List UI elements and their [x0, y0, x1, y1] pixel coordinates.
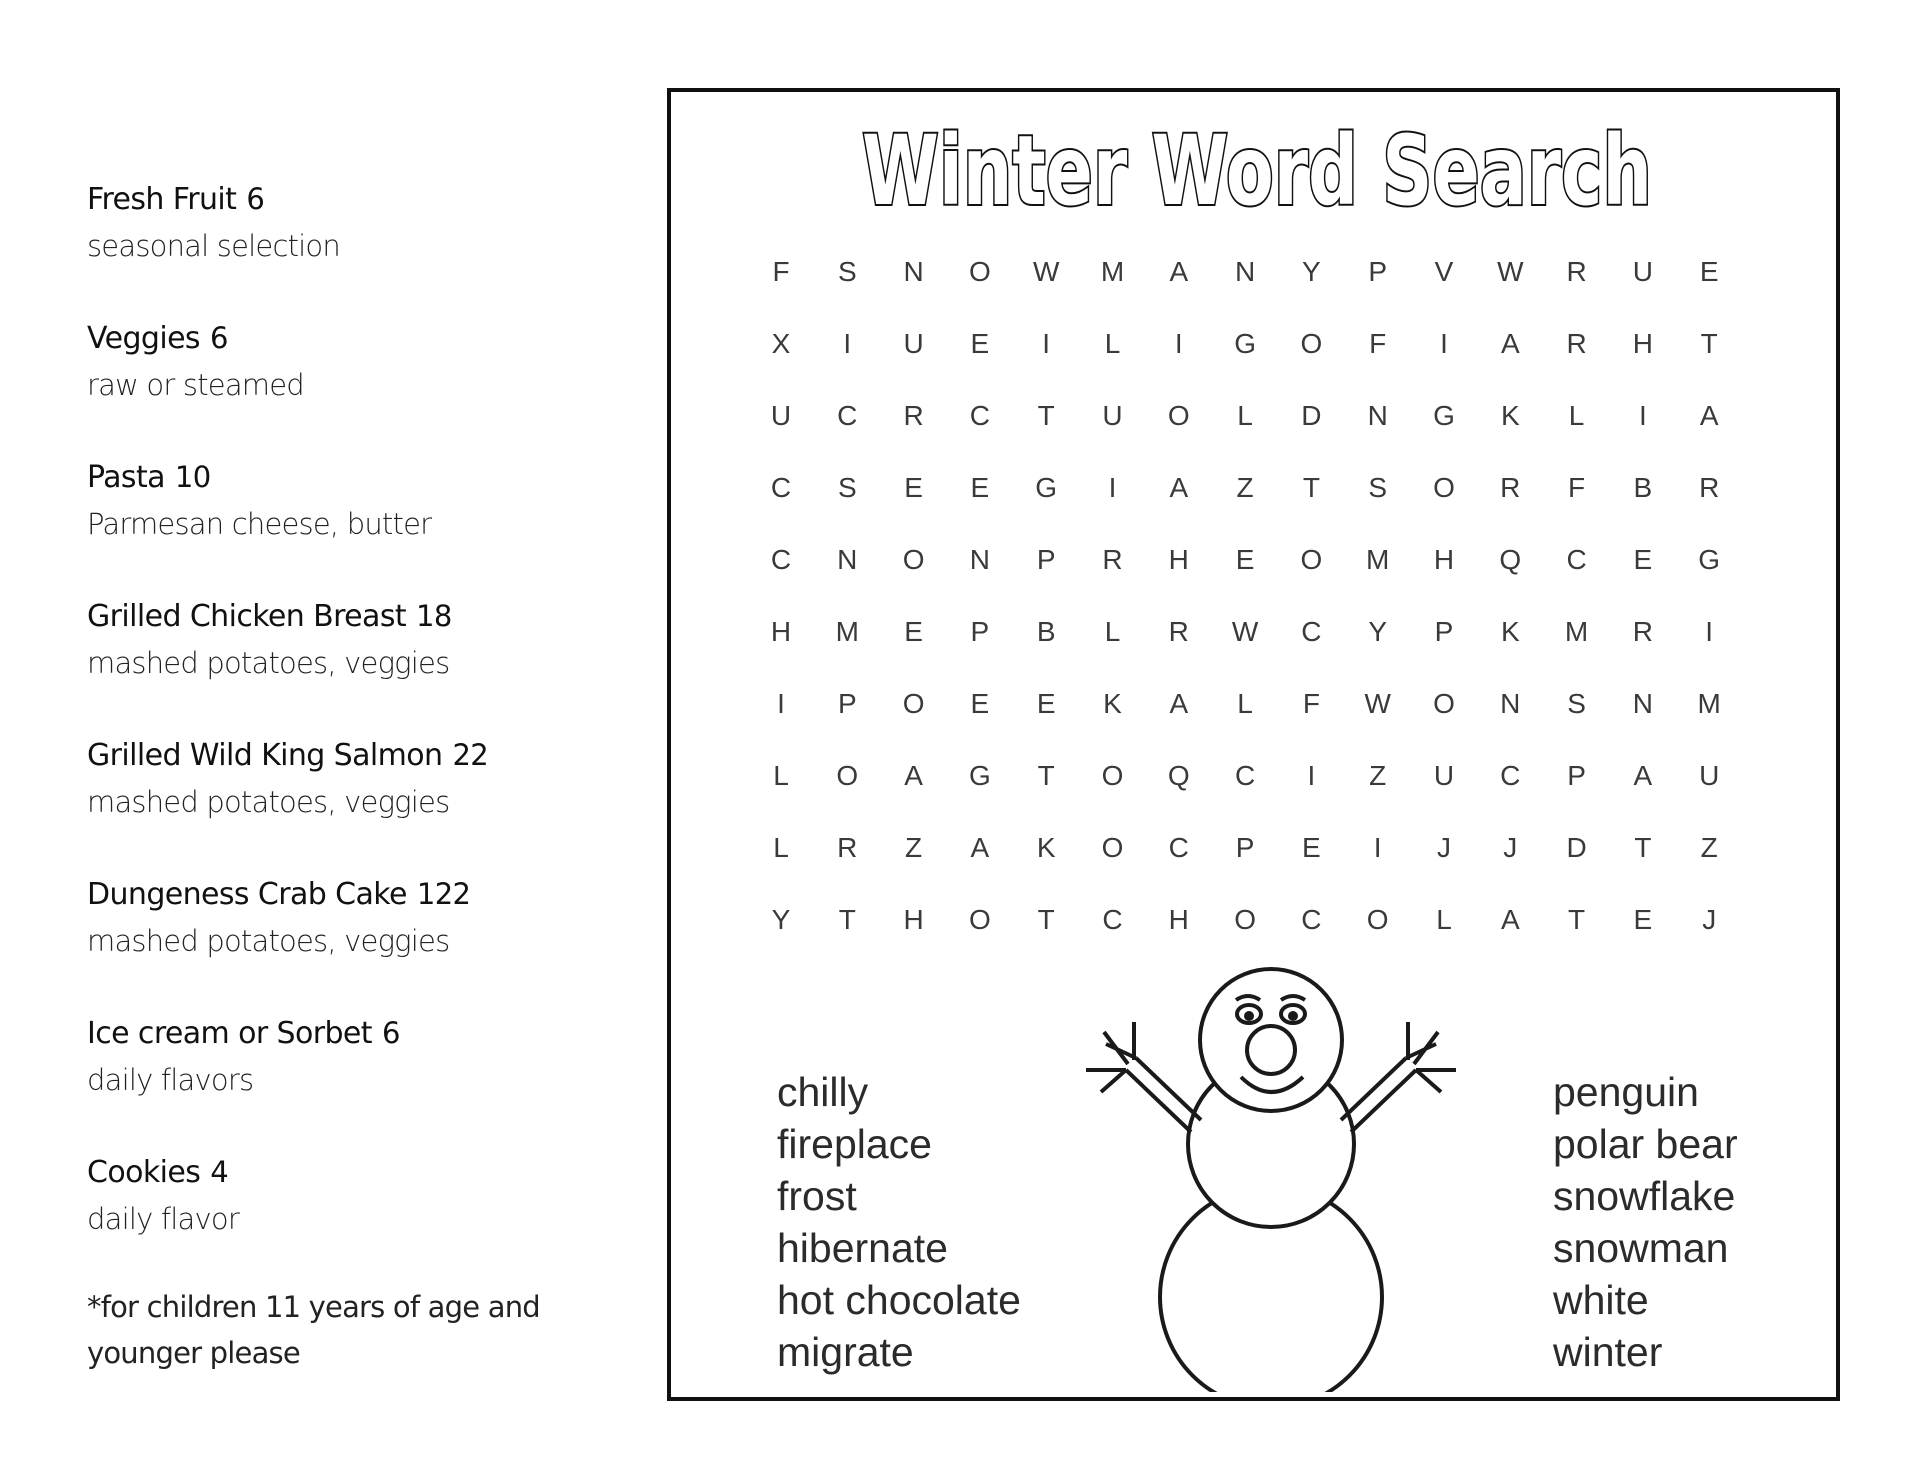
- grid-letter: E: [904, 472, 923, 503]
- menu-item-title: [87, 732, 647, 779]
- grid-letter: M: [835, 616, 859, 647]
- grid-letter: H: [1632, 328, 1653, 359]
- grid-letter: P: [970, 616, 990, 647]
- grid-letter: J: [1437, 832, 1451, 863]
- grid-letter: A: [904, 760, 923, 791]
- grid-letter: T: [1634, 832, 1652, 863]
- grid-letter: Q: [1499, 544, 1522, 575]
- menu-item-title: [87, 315, 647, 362]
- grid-letter: K: [1036, 832, 1056, 863]
- grid-letter: O: [1101, 760, 1124, 791]
- grid-letter: L: [1568, 400, 1585, 431]
- grid-letter: E: [1235, 544, 1255, 575]
- menu-item-title: [87, 1149, 647, 1196]
- grid-letter: I: [843, 328, 852, 359]
- word-list-left: [777, 1066, 1021, 1378]
- grid-letter: A: [1699, 400, 1719, 431]
- grid-letter: G: [1433, 400, 1455, 431]
- grid-letter: N: [837, 544, 858, 575]
- grid-letter: R: [1102, 544, 1123, 575]
- word-to-find: hot chocolate: [777, 1277, 1021, 1323]
- grid-letter: T: [1037, 760, 1055, 791]
- grid-letter: M: [1697, 688, 1721, 719]
- grid-letter: Z: [1700, 832, 1718, 863]
- grid-letter: W: [1032, 256, 1060, 287]
- menu-item-title: [87, 593, 647, 640]
- grid-letter: S: [837, 256, 857, 287]
- grid-letter: U: [1632, 256, 1653, 287]
- grid-letter: N: [1632, 688, 1653, 719]
- kids-menu: [87, 176, 647, 1376]
- grid-letter: K: [1103, 688, 1122, 719]
- grid-letter: J: [1503, 832, 1518, 863]
- grid-letter: C: [770, 472, 792, 503]
- grid-letter: R: [837, 832, 858, 863]
- grid-letter: C: [1234, 760, 1256, 791]
- grid-letter: T: [1037, 904, 1055, 935]
- grid-letter: L: [773, 760, 789, 791]
- menu-item-description: daily flavor: [87, 1202, 239, 1236]
- menu-item-description: Parmesan cheese, butter: [87, 507, 432, 541]
- grid-letter: C: [1301, 616, 1322, 647]
- grid-letter: E: [970, 472, 990, 503]
- grid-letter: G: [969, 760, 991, 791]
- word-to-find: frost: [777, 1173, 857, 1219]
- grid-letter: U: [770, 400, 792, 431]
- word-to-find: penguin: [1553, 1069, 1699, 1115]
- grid-letter: Y: [1368, 616, 1388, 647]
- grid-letter: C: [1301, 904, 1322, 935]
- grid-letter: E: [1699, 256, 1719, 287]
- puzzle-title-text: Winter Word Search: [862, 115, 1652, 227]
- grid-letter: R: [1566, 256, 1587, 287]
- menu-item-title: [87, 871, 647, 918]
- grid-letter: P: [1434, 616, 1454, 647]
- grid-letter: N: [903, 256, 924, 287]
- word-to-find: white: [1553, 1277, 1649, 1323]
- menu-item-price: 4: [210, 1155, 229, 1189]
- snowman-illustration: [1056, 952, 1476, 1392]
- menu-item-price: 122: [416, 877, 471, 911]
- menu-item-price: 6: [246, 182, 265, 216]
- grid-letter: C: [1566, 544, 1587, 575]
- grid-letter: O: [1433, 472, 1455, 503]
- word-to-find: hibernate: [777, 1225, 948, 1271]
- menu-item-description: daily flavors: [87, 1063, 254, 1097]
- grid-letter: H: [1168, 904, 1189, 935]
- grid-letter: O: [1101, 832, 1124, 863]
- word-to-find: polar bear: [1553, 1121, 1738, 1167]
- grid-letter: I: [1108, 472, 1117, 503]
- grid-letter: O: [902, 544, 925, 575]
- grid-letter: P: [1036, 544, 1056, 575]
- grid-letter: L: [1436, 904, 1452, 935]
- grid-letter: P: [1235, 832, 1255, 863]
- menu-item-name: Ice cream or Sorbet: [87, 1016, 372, 1051]
- grid-letter: F: [1302, 688, 1320, 719]
- menu-item: [87, 593, 647, 732]
- grid-letter: C: [770, 544, 792, 575]
- word-list-right: [1553, 1066, 1738, 1378]
- snowman-nose: [1247, 1026, 1295, 1074]
- grid-letter: C: [1102, 904, 1123, 935]
- grid-letter: M: [1100, 256, 1125, 287]
- menu-item-description: mashed potatoes, veggies: [87, 785, 450, 819]
- menu-item-title: [87, 1010, 647, 1057]
- puzzle-title: [671, 92, 1844, 232]
- grid-letter: O: [902, 688, 925, 719]
- menu-item-description: mashed potatoes, veggies: [87, 646, 450, 680]
- grid-letter: H: [1433, 544, 1455, 575]
- grid-letter: E: [1633, 544, 1653, 575]
- grid-letter: H: [770, 616, 792, 647]
- grid-letter: U: [1433, 760, 1455, 791]
- grid-letter: R: [1699, 472, 1720, 503]
- menu-item-description: raw or steamed: [87, 368, 304, 402]
- grid-letter: O: [1300, 328, 1323, 359]
- grid-letter: W: [1231, 616, 1259, 647]
- menu-item-price: 6: [209, 321, 228, 355]
- menu-item-description: seasonal selection: [87, 229, 340, 263]
- grid-letter: C: [1168, 832, 1189, 863]
- grid-letter: U: [1699, 760, 1720, 791]
- grid-letter: R: [1168, 616, 1189, 647]
- grid-letter: C: [837, 400, 858, 431]
- snowman-left-arm: [1086, 1022, 1201, 1132]
- grid-letter: O: [1167, 400, 1190, 431]
- grid-letter: Z: [1369, 760, 1387, 791]
- grid-letter: E: [904, 616, 923, 647]
- grid-letter: T: [1302, 472, 1320, 503]
- grid-letter: M: [1564, 616, 1589, 647]
- grid-letter: A: [1169, 256, 1189, 287]
- grid-letter: R: [1566, 328, 1587, 359]
- grid-letter: N: [1500, 688, 1521, 719]
- grid-letter: I: [1440, 328, 1448, 359]
- menu-item: [87, 732, 647, 871]
- grid-letter: R: [1632, 616, 1653, 647]
- grid-letter: O: [836, 760, 859, 791]
- grid-letter: W: [1364, 688, 1391, 719]
- snowman-right-arm: [1341, 1022, 1456, 1132]
- grid-letter: S: [1567, 688, 1586, 719]
- grid-letter: E: [1302, 832, 1321, 863]
- grid-letter: P: [1368, 256, 1388, 287]
- menu-item-price: 22: [452, 738, 489, 772]
- grid-letter: O: [1300, 544, 1323, 575]
- word-to-find: winter: [1553, 1329, 1663, 1375]
- grid-letter: U: [903, 328, 924, 359]
- grid-letter: T: [1568, 904, 1586, 935]
- grid-letter: K: [1500, 400, 1520, 431]
- grid-letter: I: [1705, 616, 1714, 647]
- grid-letter: D: [1301, 400, 1322, 431]
- grid-letter: L: [1104, 616, 1121, 647]
- menu-item-title: [87, 454, 647, 501]
- age-note-line: *for children 11 years of age and: [87, 1290, 540, 1324]
- grid-letter: I: [1639, 400, 1647, 431]
- grid-letter: O: [1234, 904, 1256, 935]
- grid-letter: Z: [1236, 472, 1254, 503]
- grid-letter: F: [1369, 328, 1387, 359]
- grid-letter: G: [1698, 544, 1721, 575]
- grid-letter: G: [1035, 472, 1058, 503]
- menu-item: [87, 176, 647, 315]
- menu-item-description: mashed potatoes, veggies: [87, 924, 450, 958]
- grid-letter: Q: [1167, 760, 1190, 791]
- grid-letter: Z: [905, 832, 923, 863]
- grid-letter: T: [838, 904, 856, 935]
- menu-item: [87, 315, 647, 454]
- grid-letter: U: [1102, 400, 1123, 431]
- menu-item-name: Pasta: [87, 460, 165, 495]
- grid-letter: I: [777, 688, 785, 719]
- grid-letter: H: [1168, 544, 1189, 575]
- grid-letter: I: [1174, 328, 1183, 359]
- menu-item: [87, 1010, 647, 1149]
- menu-item: [87, 871, 647, 1010]
- grid-letter: F: [1568, 472, 1586, 503]
- grid-letter: T: [1700, 328, 1718, 359]
- word-to-find: fireplace: [777, 1121, 932, 1167]
- grid-letter: V: [1434, 256, 1454, 287]
- menu-item-name: Cookies: [87, 1155, 201, 1190]
- grid-letter: J: [1702, 904, 1717, 935]
- grid-letter: G: [1234, 328, 1256, 359]
- menu-item-name: Veggies: [87, 321, 200, 356]
- menu-item-name: Dungeness Crab Cake: [87, 877, 407, 912]
- grid-letter: L: [1237, 688, 1253, 719]
- grid-letter: N: [1367, 400, 1388, 431]
- grid-letter: I: [1042, 328, 1051, 359]
- grid-letter: E: [1036, 688, 1056, 719]
- grid-letter: L: [773, 832, 789, 863]
- grid-letter: N: [1234, 256, 1256, 287]
- grid-letter: S: [837, 472, 857, 503]
- grid-letter: O: [969, 256, 991, 287]
- menu-item-name: Fresh Fruit: [87, 182, 237, 217]
- menu-item-title: [87, 176, 647, 223]
- grid-letter: E: [1633, 904, 1653, 935]
- grid-letter: E: [970, 688, 990, 719]
- word-to-find: snowflake: [1553, 1173, 1736, 1219]
- word-to-find: chilly: [777, 1069, 869, 1115]
- menu-item-price: 6: [381, 1016, 400, 1050]
- grid-letter: A: [1500, 328, 1520, 359]
- grid-letter: K: [1500, 616, 1520, 647]
- grid-letter: H: [903, 904, 924, 935]
- grid-letter: W: [1497, 256, 1524, 287]
- grid-letter: M: [1366, 544, 1390, 575]
- grid-letter: D: [1566, 832, 1587, 863]
- grid-letter: S: [1368, 472, 1388, 503]
- letter-grid: [770, 252, 1766, 967]
- grid-letter: O: [1433, 688, 1455, 719]
- word-search-puzzle: [667, 88, 1840, 1401]
- grid-letter: F: [772, 256, 790, 287]
- grid-letter: L: [1104, 328, 1121, 359]
- menu-item-price: 10: [174, 460, 211, 494]
- grid-letter: A: [1169, 688, 1189, 719]
- grid-letter: A: [970, 832, 990, 863]
- grid-letter: P: [1567, 760, 1586, 791]
- grid-letter: A: [1633, 760, 1653, 791]
- menu-item: [87, 454, 647, 593]
- grid-letter: B: [1633, 472, 1653, 503]
- grid-letter: I: [1307, 760, 1316, 791]
- grid-letter: N: [969, 544, 990, 575]
- grid-letter: Y: [771, 904, 791, 935]
- grid-letter: R: [1500, 472, 1521, 503]
- grid-letter: O: [1366, 904, 1389, 935]
- grid-letter: Y: [1302, 256, 1321, 287]
- grid-letter: A: [1500, 904, 1520, 935]
- menu-item-name: Grilled Chicken Breast: [87, 599, 407, 634]
- grid-letter: O: [969, 904, 991, 935]
- grid-letter: B: [1036, 616, 1056, 647]
- grid-letter: I: [1373, 832, 1382, 863]
- word-to-find: snowman: [1553, 1225, 1729, 1271]
- menu-item: [87, 1149, 647, 1288]
- grid-letter: X: [771, 328, 791, 359]
- grid-letter: C: [969, 400, 990, 431]
- word-to-find: migrate: [777, 1329, 914, 1375]
- grid-letter: P: [837, 688, 857, 719]
- grid-letter: A: [1169, 472, 1189, 503]
- grid-letter: C: [1500, 760, 1521, 791]
- age-note-line: younger please: [87, 1336, 300, 1370]
- grid-letter: T: [1037, 400, 1055, 431]
- menu-item-price: 18: [416, 599, 452, 633]
- grid-letter: E: [970, 328, 990, 359]
- grid-letter: R: [903, 400, 924, 431]
- grid-letter: L: [1237, 400, 1253, 431]
- menu-item-name: Grilled Wild King Salmon: [87, 738, 443, 773]
- age-note: [87, 1284, 647, 1376]
